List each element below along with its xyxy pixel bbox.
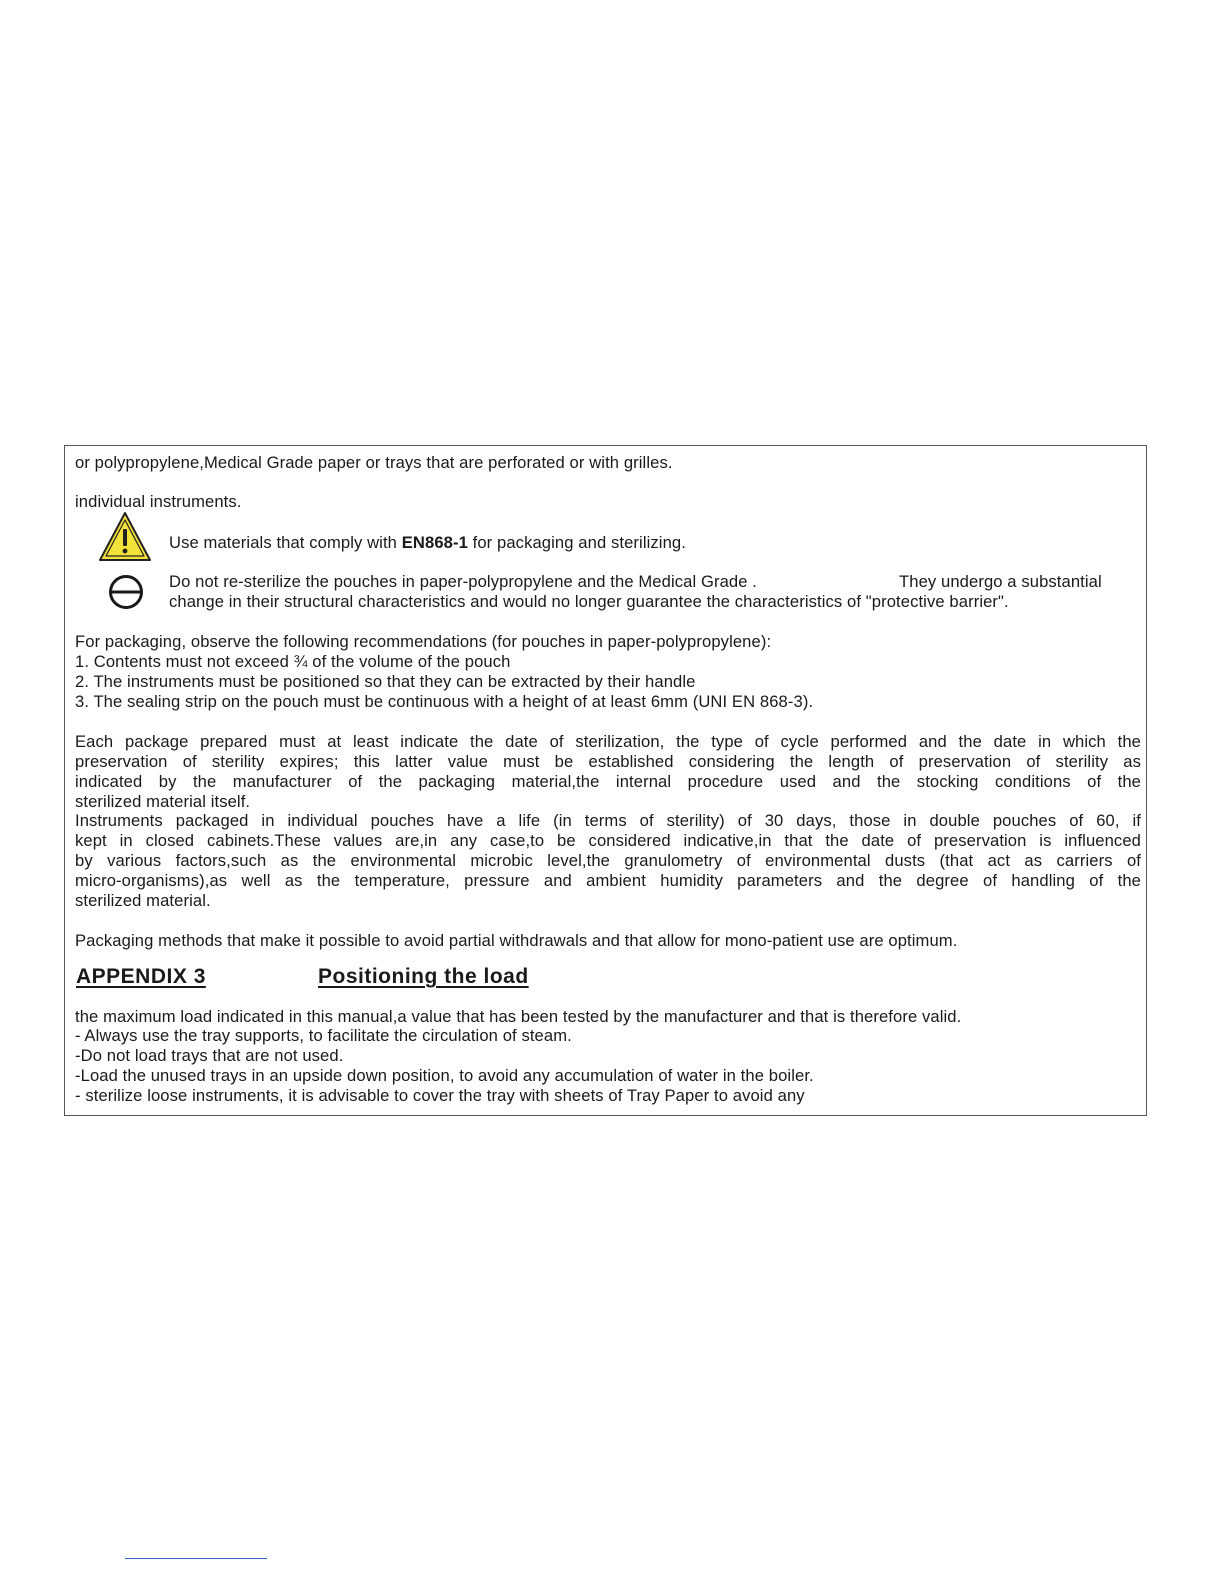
- warning-text: [169, 533, 686, 553]
- paragraph-line: sterilized material.: [75, 891, 211, 910]
- paragraph-line: Instruments packaged in individual pouches have a life (in terms of sterility) of 30 days, those in double pouches of 60, if: [75, 811, 1141, 830]
- paragraph-line: sterilized material itself.: [75, 792, 251, 811]
- paragraph-line: micro-organisms),as well as the temperature, pressure and ambient humidity parameters and the degree of handling of the: [75, 871, 1141, 890]
- text-line: or polypropylene,Medical Grade paper or trays that are perforated or with grilles.: [75, 453, 673, 472]
- warning-triangle-icon: [98, 510, 152, 564]
- load-line: -Load the unused trays in an upside down position, to avoid any accumulation of water in the boiler.: [75, 1066, 814, 1085]
- paragraph-line: Each package prepared must at least indicate the date of sterilization, the type of cycle performed and the date in which the: [75, 732, 1141, 751]
- prohibition-icon: [108, 574, 144, 610]
- paragraph-line: preservation of sterility expires; this latter value must be established considering the length of preservation of sterility as: [75, 752, 1141, 771]
- load-line: -Do not load trays that are not used.: [75, 1046, 344, 1065]
- prohibition-text-2: change in their structural characteristics and would no longer guarantee the characteristics of "protective barrier".: [169, 592, 1009, 611]
- appendix-title: Positioning the load: [318, 965, 529, 988]
- prohibition-text-1b: They undergo a substantial: [899, 572, 1102, 591]
- footer-rule: [125, 1558, 267, 1559]
- load-line: - sterilize loose instruments, it is advisable to cover the tray with sheets of Tray Paper to avoid any: [75, 1086, 805, 1105]
- list-item: 3. The sealing strip on the pouch must be continuous with a height of at least 6mm (UNI EN 868-3).: [75, 692, 814, 711]
- list-item: 2. The instruments must be positioned so that they can be extracted by their handle: [75, 672, 696, 691]
- content-box: [64, 445, 1147, 1116]
- prohibition-text-1a: Do not re-sterilize the pouches in paper-polypropylene and the Medical Grade .: [169, 572, 757, 591]
- list-item: 1. Contents must not exceed ¾ of the volume of the pouch: [75, 652, 511, 671]
- appendix-label: APPENDIX 3: [76, 965, 206, 988]
- paragraph-line: kept in closed cabinets.These values are,in any case,to be considered indicative,in that the date of preservation is influenced: [75, 831, 1141, 850]
- warning-text-post: for packaging and sterilizing.: [467, 533, 686, 552]
- warning-text-pre: Use materials that comply with: [169, 533, 402, 552]
- load-line: the maximum load indicated in this manual,a value that has been tested by the manufacturer and that is therefore valid.: [75, 1007, 962, 1026]
- text-line: individual instruments.: [75, 492, 242, 511]
- paragraph-line: by various factors,such as the environmental microbic level,the granulometry of environmental dusts (that act as carriers of: [75, 851, 1141, 870]
- paragraph-line: indicated by the manufacturer of the packaging material,the internal procedure used and the stocking conditions of the: [75, 772, 1141, 791]
- standard-reference: EN868-1: [401, 533, 468, 552]
- packaging-intro: For packaging, observe the following recommendations (for pouches in paper-polypropylene):: [75, 632, 772, 651]
- packaging-methods: Packaging methods that make it possible to avoid partial withdrawals and that allow for mono-patient use are optimum.: [75, 931, 958, 950]
- load-line: - Always use the tray supports, to facilitate the circulation of steam.: [75, 1026, 572, 1045]
